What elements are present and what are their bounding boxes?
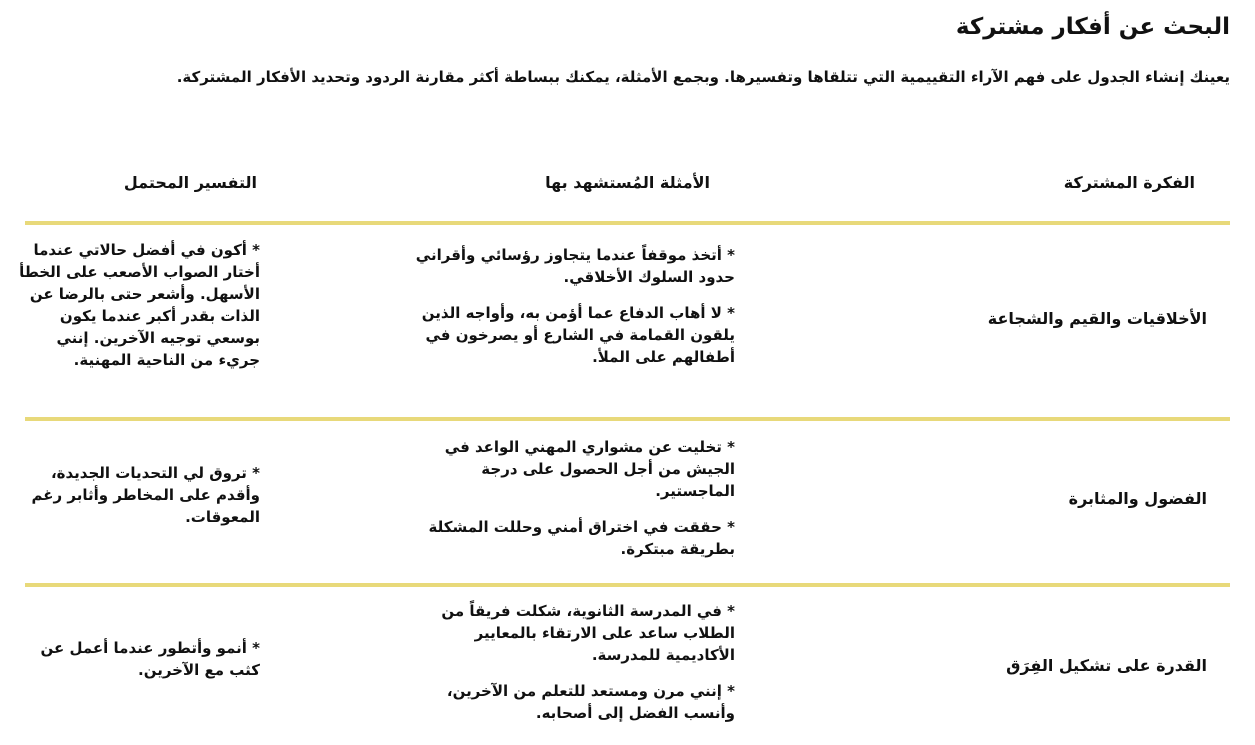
row-2-examples [405, 436, 735, 560]
row-2-interpretation [15, 462, 260, 528]
row-1-idea: الأخلاقيات والقيم والشجاعة [987, 309, 1207, 328]
header-examples: الأمثلة المُستشهد بها [545, 173, 710, 192]
row-divider [25, 583, 1230, 587]
row-1-example-1: * أتخذ موقفاً عندما يتجاوز رؤسائي وأقراني حدود السلوك الأخلاقي. [415, 246, 735, 286]
row-1-example-2: * لا أهاب الدفاع عما أؤمن به، وأواجه الذين يلقون القمامة في الشارع أو يصرخون في أطفالهم على الملأ. [421, 304, 735, 366]
row-3-idea: القدرة على تشكيل الفِرَق [1006, 656, 1207, 675]
row-3-interpretation-text: * أنمو وأتطور عندما أعمل عن كثب مع الآخرين. [40, 639, 260, 679]
header-interpretation: التفسير المحتمل [123, 173, 257, 192]
row-divider [25, 221, 1230, 225]
row-1-interpretation [15, 239, 260, 371]
page-title: البحث عن أفكار مشتركة [955, 14, 1230, 40]
row-3-interpretation [15, 637, 260, 681]
row-2-example-2: * حققت في اختراق أمني وحللت المشكلة بطريقة مبتكرة. [428, 518, 735, 558]
row-2-idea: الفضول والمثابرة [1068, 489, 1207, 508]
row-divider [25, 417, 1230, 421]
row-3-example-1: * في المدرسة الثانوية، شكلت فريقاً من الطلاب ساعد على الارتقاء بالمعايير الأكاديمية للمدرسة. [441, 602, 735, 664]
row-2-interpretation-text: * تروق لي التحديات الجديدة، وأقدم على المخاطر وأثابر رغم المعوقات. [31, 464, 260, 526]
intro-paragraph: يعينك إنشاء الجدول على فهم الآراء التقييمية التي تتلقاها وتفسيرها. وبجمع الأمثلة، يمكنك ببساطة أكثر مقارنة الردود وتحديد الأفكار المشتركة. [176, 68, 1230, 86]
row-1-interpretation-text: * أكون في أفضل حالاتي عندما أختار الصواب الأصعب على الخطأ الأسهل. وأشعر حتى بالرضا عن الذات بقدر أكبر عندما يكون بوسعي توجيه الآخرين. إنني جريء من الناحية المهنية. [19, 241, 260, 369]
row-3-example-2: * إنني مرن ومستعد للتعلم من الآخرين، وأنسب الفضل إلى أصحابه. [446, 682, 735, 722]
header-common-idea: الفكرة المشتركة [1063, 173, 1195, 192]
row-2-example-1: * تخليت عن مشواري المهني الواعد في الجيش من أجل الحصول على درجة الماجستير. [444, 438, 735, 500]
row-3-examples [405, 600, 735, 724]
row-1-examples [405, 244, 735, 368]
